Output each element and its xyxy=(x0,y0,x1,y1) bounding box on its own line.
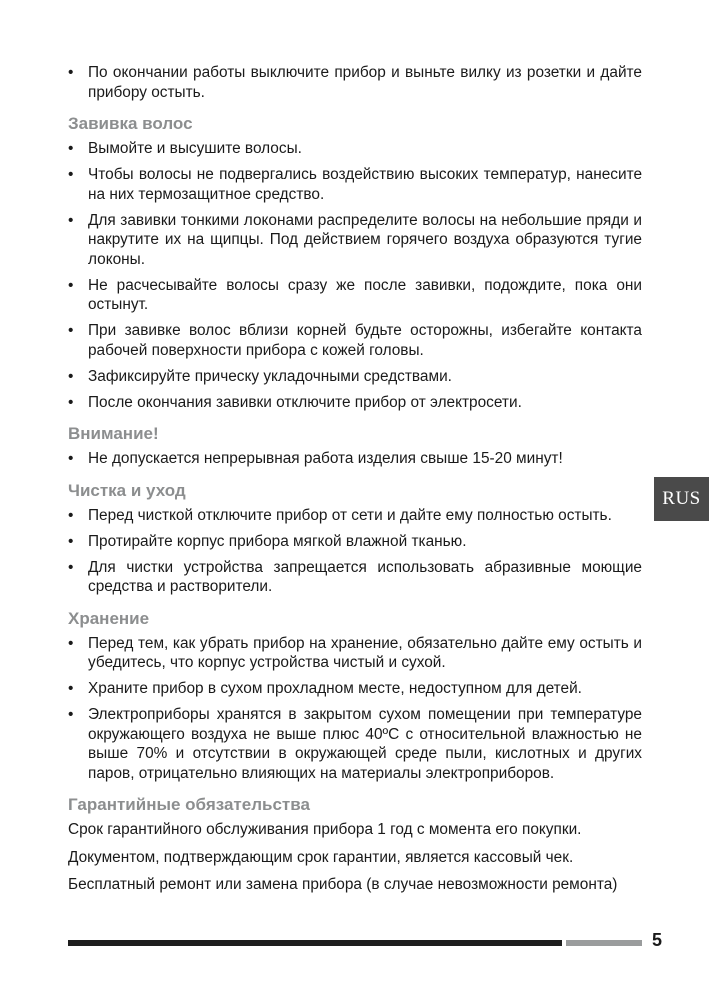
list-item: • Храните прибор в сухом прохладном месте, недоступном для детей. xyxy=(68,679,642,699)
list-item: • Для чистки устройства запрещается использовать абразивные моющие средства и растворители. xyxy=(68,558,642,597)
cleaning-bullet-list xyxy=(68,506,642,597)
manual-page-content xyxy=(68,63,642,903)
footer-rule-dark xyxy=(68,940,562,946)
curling-bullet-list xyxy=(68,139,642,412)
section-heading-attention: Внимание! xyxy=(68,424,159,443)
section-heading-curling: Завивка волос xyxy=(68,114,193,133)
list-item: • Для завивки тонкими локонами распределите волосы на небольшие пряди и накрутите их на щипцы. Под действием горячего воздуха образуются тугие локоны. xyxy=(68,211,642,270)
page-number: 5 xyxy=(652,930,663,950)
list-item: • При завивке волос вблизи корней будьте осторожны, избегайте контакта рабочей поверхности прибора с кожей головы. xyxy=(68,321,642,360)
warranty-paragraph: Срок гарантийного обслуживания прибора 1 год с момента его покупки. xyxy=(68,821,582,838)
storage-bullet-list xyxy=(68,634,642,784)
attention-bullet-list xyxy=(68,449,642,469)
list-item: • Перед тем, как убрать прибор на хранение, обязательно дайте ему остыть и убедитесь, что корпус устройства чистый и сухой. xyxy=(68,634,642,673)
language-tab: RUS xyxy=(654,477,709,521)
warranty-paragraph: Бесплатный ремонт или замена прибора (в случае невозможности ремонта) xyxy=(68,876,618,893)
list-item: • Не допускается непрерывная работа изделия свыше 15-20 минут! xyxy=(68,449,642,469)
warranty-paragraph: Документом, подтверждающим срок гарантии, является кассовый чек. xyxy=(68,848,574,866)
list-item: • Чтобы волосы не подвергались воздействию высоких температур, нанесите на них термозащитное средство. xyxy=(68,165,642,204)
section-heading-storage: Хранение xyxy=(68,608,150,628)
list-item: • По окончании работы выключите прибор и выньте вилку из розетки и дайте прибору остыть. xyxy=(68,63,642,102)
footer-rule-grey xyxy=(566,940,642,946)
list-item: • Электроприборы хранятся в закрытом сухом помещении при температуре окружающего воздуха не выше плюс 40ºС с относительной влажностью не выше 70% и отсутствии в окружающей среде пыли, кислотных и других паров, отрицательно влияющих на материалы электроприборов. xyxy=(68,705,642,783)
section-heading-cleaning: Чистка и уход xyxy=(68,480,186,500)
list-item: • Не расчесывайте волосы сразу же после завивки, подождите, пока они остынут. xyxy=(68,276,642,315)
list-item: • Зафиксируйте прическу укладочными средствами. xyxy=(68,367,642,387)
list-item: • Перед чисткой отключите прибор от сети и дайте ему полностью остыть. xyxy=(68,506,642,526)
list-item: • Вымойте и высушите волосы. xyxy=(68,139,642,159)
list-item: • Протирайте корпус прибора мягкой влажной тканью. xyxy=(68,532,642,552)
intro-bullet-list xyxy=(68,63,642,102)
list-item: • После окончания завивки отключите прибор от электросети. xyxy=(68,393,642,413)
section-heading-warranty: Гарантийные обязательства xyxy=(68,795,310,814)
